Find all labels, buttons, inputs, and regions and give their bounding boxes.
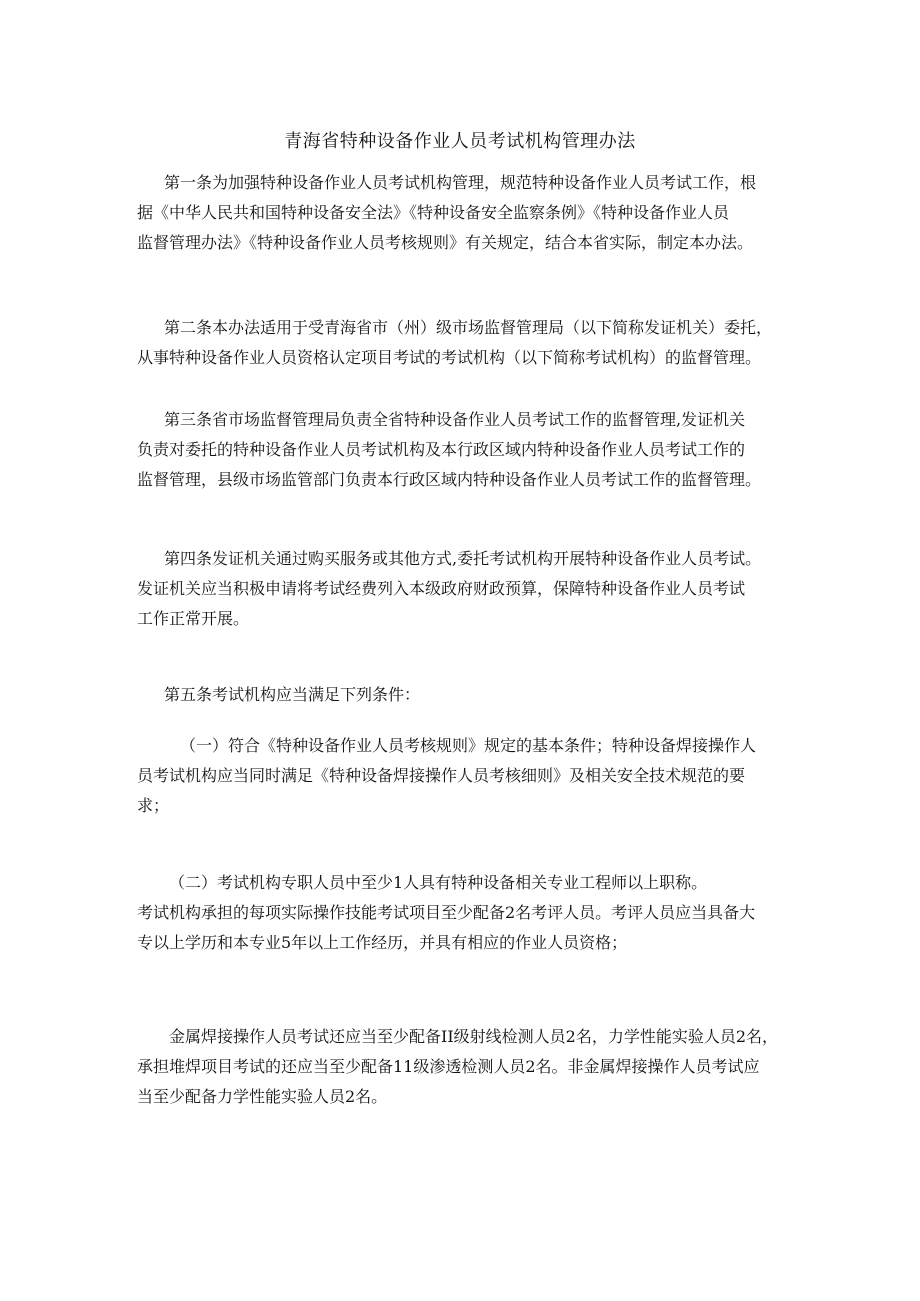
- clause-2-supplement: [137, 1022, 797, 1112]
- text-line: 监督管理，县级市场监管部门负责本行政区域内特种设备作业人员考试工作的监督管理。: [137, 470, 762, 489]
- text-line: 监督管理办法》《特种设备作业人员考核规则》有关规定，结合本省实际，制定本办法。: [137, 233, 754, 252]
- text-line: 第一条为加强特种设备作业人员考试机构管理，规范特种设备作业人员考试工作，根: [164, 173, 757, 192]
- text-line: 工作正常开展。: [137, 609, 250, 628]
- text-line: 第三条省市场监督管理局负责全省特种设备作业人员考试工作的监督管理,发证机关: [164, 410, 746, 429]
- document-title: 青海省特种设备作业人员考试机构管理办法: [284, 131, 636, 152]
- text-line: 承担堆焊项目考试的还应当至少配备11级渗透检测人员2名。非金属焊接操作人员考试应: [137, 1057, 760, 1076]
- text-line: （一）符合《特种设备作业人员考核规则》规定的基本条件；特种设备焊接操作人: [180, 736, 757, 755]
- text-line: 员考试机构应当同时满足《特种设备焊接操作人员考核细则》及相关安全技术规范的要: [137, 766, 746, 785]
- article-3: [137, 405, 797, 495]
- text-line: 发证机关应当积极申请将考试经费列入本级政府财政预算，保障特种设备作业人员考试: [137, 579, 746, 598]
- article-5: [137, 680, 797, 710]
- text-line: 从事特种设备作业人员资格认定项目考试的考试机构（以下简称考试机构）的监督管理。: [137, 348, 762, 367]
- clause-1: [137, 731, 797, 821]
- text-line: 金属焊接操作人员考试还应当至少配备II级射线检测人员2名，力学性能实验人员2名，: [169, 1027, 779, 1046]
- text-line: 当至少配备力学性能实验人员2名。: [137, 1087, 388, 1106]
- text-line: 据《中华人民共和国特种设备安全法》《特种设备安全监察条例》《特种设备作业人员: [137, 203, 730, 222]
- text-line: （二）考试机构专职人员中至少1人具有特种设备相关专业工程师以上职称。: [169, 873, 708, 892]
- text-line: 专以上学历和本专业5年以上工作经历，并具有相应的作业人员资格；: [137, 933, 628, 952]
- text-line: 求；: [137, 796, 170, 815]
- text-line: 第二条本办法适用于受青海省市（州）级市场监督管理局（以下简称发证机关）委托，: [164, 318, 773, 337]
- text-line: 负责对委托的特种设备作业人员考试机构及本行政区域内特种设备作业人员考试工作的: [137, 440, 746, 459]
- article-2: [137, 313, 797, 373]
- article-4: [137, 544, 797, 634]
- clause-2: [137, 868, 797, 958]
- article-1: [137, 168, 797, 258]
- text-line: 第五条考试机构应当满足下列条件：: [164, 685, 421, 704]
- text-line: 考试机构承担的每项实际操作技能考试项目至少配备2名考评人员。考评人员应当具备大: [137, 903, 756, 922]
- text-line: 第四条发证机关通过购买服务或其他方式,委托考试机构开展特种设备作业人员考试。: [164, 549, 762, 568]
